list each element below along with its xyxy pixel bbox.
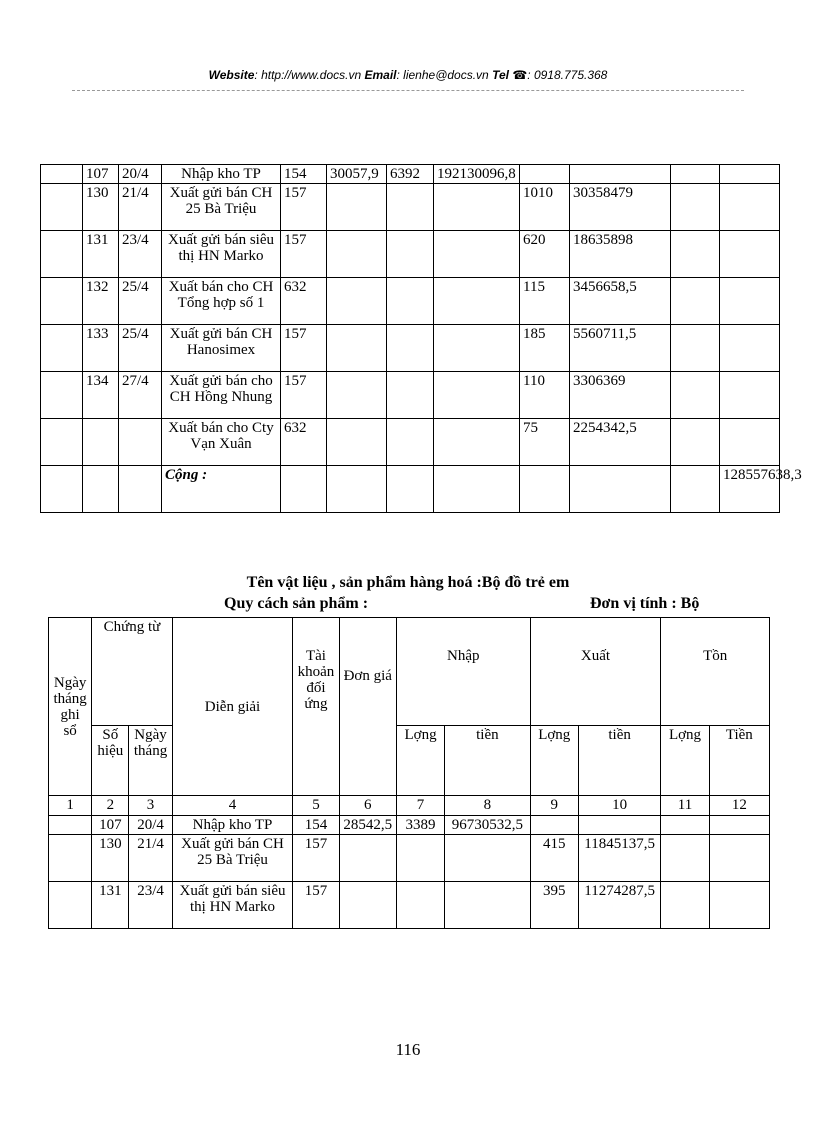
table-cell: 25/4	[119, 278, 162, 325]
table-cell: 115	[520, 278, 570, 325]
table-cell: 130	[92, 835, 129, 882]
table-cell	[720, 165, 780, 184]
total-label: Cộng :	[162, 466, 281, 513]
col-out-qty-header: Lợng	[530, 726, 578, 796]
table-cell: 620	[520, 231, 570, 278]
table-cell: Xuất gửi bán CH 25 Bà Triệu	[162, 184, 281, 231]
table-cell: 21/4	[129, 835, 172, 882]
col-in-amount-header: tiền	[445, 726, 530, 796]
table-cell: 395	[530, 882, 578, 929]
table-cell: 20/4	[129, 816, 172, 835]
table-cell	[387, 419, 434, 466]
table-cell: 132	[83, 278, 119, 325]
table-cell	[520, 165, 570, 184]
table-cell: Nhập kho TP	[162, 165, 281, 184]
table-cell	[41, 184, 83, 231]
table-row	[49, 816, 770, 835]
col-stock-amount-header: Tiền	[709, 726, 769, 796]
table-cell	[434, 231, 520, 278]
table-row	[41, 278, 780, 325]
table-cell	[49, 835, 92, 882]
table-cell: 110	[520, 372, 570, 419]
table-cell	[434, 466, 520, 513]
table-cell: Xuất gửi bán cho CH Hồng Nhung	[162, 372, 281, 419]
table-cell: 157	[293, 882, 339, 929]
column-number: 2	[92, 796, 129, 816]
table-cell: Xuất gửi bán siêu thị HN Marko	[172, 882, 293, 929]
page-header	[0, 68, 816, 82]
col-in-qty-header: Lợng	[396, 726, 444, 796]
table-cell: 1010	[520, 184, 570, 231]
col-stock-qty-header: Lợng	[661, 726, 709, 796]
table-row	[49, 835, 770, 882]
col-stock-header: Tồn	[661, 618, 770, 726]
table-row	[41, 231, 780, 278]
table-cell	[434, 372, 520, 419]
tel-value: : 0918.775.368	[527, 68, 608, 82]
table-cell	[530, 816, 578, 835]
table-cell	[520, 466, 570, 513]
table-cell	[119, 466, 162, 513]
col-out-amount-header: tiền	[578, 726, 660, 796]
table-cell	[339, 835, 396, 882]
column-number: 6	[339, 796, 396, 816]
column-number: 12	[709, 796, 769, 816]
table-cell: 185	[520, 325, 570, 372]
ledger-table-2	[48, 617, 770, 929]
header-row-1	[49, 618, 770, 726]
table-cell: 131	[92, 882, 129, 929]
table-cell: 157	[281, 325, 327, 372]
table-cell	[671, 372, 720, 419]
table-cell: 192130096,8	[434, 165, 520, 184]
table-cell: 133	[83, 325, 119, 372]
table-cell	[671, 278, 720, 325]
table-cell	[720, 184, 780, 231]
table-cell	[387, 184, 434, 231]
table-cell	[327, 372, 387, 419]
table-cell: 20/4	[119, 165, 162, 184]
table-cell: 28542,5	[339, 816, 396, 835]
unit-label: Đơn vị tính : Bộ	[590, 595, 700, 612]
header-divider	[72, 90, 744, 91]
table-cell: 11845137,5	[578, 835, 660, 882]
product-spec: Quy cách sản phẩm :	[224, 595, 369, 612]
table-cell	[570, 466, 671, 513]
table-cell: 30358479	[570, 184, 671, 231]
table-cell	[41, 165, 83, 184]
email-label: Email	[364, 68, 397, 82]
table-cell	[327, 278, 387, 325]
table-cell	[327, 325, 387, 372]
table-cell	[387, 231, 434, 278]
email-value: : lienhe@docs.vn	[396, 68, 489, 82]
table-cell	[445, 835, 530, 882]
table-cell	[41, 419, 83, 466]
table-cell	[41, 325, 83, 372]
table-cell	[720, 419, 780, 466]
table-cell: 30057,9	[327, 165, 387, 184]
table-cell	[327, 231, 387, 278]
table-cell	[327, 184, 387, 231]
website-value: : http://www.docs.vn	[254, 68, 362, 82]
table-cell	[387, 278, 434, 325]
table-cell	[671, 165, 720, 184]
table-cell	[281, 466, 327, 513]
table-cell: 154	[293, 816, 339, 835]
table-cell: Xuất bán cho Cty Vạn Xuân	[162, 419, 281, 466]
table-cell: 3389	[396, 816, 444, 835]
table-cell: 131	[83, 231, 119, 278]
table-cell: 3306369	[570, 372, 671, 419]
table-cell	[339, 882, 396, 929]
table-cell	[41, 372, 83, 419]
table-cell: 11274287,5	[578, 882, 660, 929]
table-cell	[434, 419, 520, 466]
page-number: 116	[395, 1040, 421, 1059]
table-cell: Xuất bán cho CH Tổng hợp số 1	[162, 278, 281, 325]
table-cell	[720, 372, 780, 419]
table-cell	[709, 882, 769, 929]
column-number: 1	[49, 796, 92, 816]
col-out-header: Xuất	[530, 618, 661, 726]
total-value: 128557638,3	[720, 466, 780, 513]
column-number: 4	[172, 796, 293, 816]
table-cell	[49, 816, 92, 835]
table-cell	[49, 882, 92, 929]
table-cell	[445, 882, 530, 929]
website-label: Website	[208, 68, 255, 82]
col-desc-header: Diễn giải	[172, 618, 293, 796]
table-cell	[671, 184, 720, 231]
column-number: 5	[293, 796, 339, 816]
table-cell	[434, 278, 520, 325]
table-row	[49, 882, 770, 929]
table-cell: 21/4	[119, 184, 162, 231]
table-cell	[83, 466, 119, 513]
table-row	[41, 165, 780, 184]
column-number: 3	[129, 796, 172, 816]
table-cell	[671, 231, 720, 278]
table-cell	[578, 816, 660, 835]
table-cell: 5560711,5	[570, 325, 671, 372]
table-cell	[709, 816, 769, 835]
table-cell	[661, 835, 709, 882]
table-cell	[434, 184, 520, 231]
table-cell: 3456658,5	[570, 278, 671, 325]
table-row	[41, 372, 780, 419]
table-cell	[434, 325, 520, 372]
table-cell	[41, 278, 83, 325]
table-cell	[41, 466, 83, 513]
tel-label: Tel	[492, 68, 509, 82]
table-cell	[387, 466, 434, 513]
table-cell: Nhập kho TP	[172, 816, 293, 835]
table-cell: 25/4	[119, 325, 162, 372]
col-voucher-header: Chứng từ	[92, 618, 172, 726]
column-number: 10	[578, 796, 660, 816]
table-cell: Xuất gửi bán CH Hanosimex	[162, 325, 281, 372]
table-cell	[671, 466, 720, 513]
table-cell	[387, 325, 434, 372]
table-cell: 18635898	[570, 231, 671, 278]
table-cell: 75	[520, 419, 570, 466]
table-cell	[570, 165, 671, 184]
table-cell: 632	[281, 419, 327, 466]
table-cell	[720, 278, 780, 325]
table-cell: 107	[83, 165, 119, 184]
phone-icon: ☎	[512, 68, 528, 82]
ledger-table-1	[40, 164, 802, 513]
column-number-row	[49, 796, 770, 816]
table-cell: Xuất gửi bán CH 25 Bà Triệu	[172, 835, 293, 882]
col-voucher-date-header: Ngày tháng	[129, 726, 172, 796]
table-cell: 96730532,5	[445, 816, 530, 835]
table-cell: 23/4	[119, 231, 162, 278]
table-cell: 157	[281, 372, 327, 419]
col-in-header: Nhập	[396, 618, 530, 726]
table-cell: 157	[281, 231, 327, 278]
table-cell: 157	[281, 184, 327, 231]
col-account-header: Tài khoản đối ứng	[293, 618, 339, 796]
table-cell	[720, 325, 780, 372]
table-cell	[327, 419, 387, 466]
table-cell	[661, 882, 709, 929]
table-cell: Xuất gửi bán siêu thị HN Marko	[162, 231, 281, 278]
table-cell: 23/4	[129, 882, 172, 929]
column-number: 9	[530, 796, 578, 816]
table-cell: 27/4	[119, 372, 162, 419]
table-cell: 107	[92, 816, 129, 835]
table-cell	[41, 231, 83, 278]
table-cell	[327, 466, 387, 513]
col-date-header: Ngày tháng ghi sổ	[49, 618, 92, 796]
table-cell: 154	[281, 165, 327, 184]
column-number: 11	[661, 796, 709, 816]
table-row	[41, 325, 780, 372]
table-cell: 6392	[387, 165, 434, 184]
table-row	[41, 419, 780, 466]
col-voucher-no-header: Số hiệu	[92, 726, 129, 796]
table-cell	[720, 231, 780, 278]
table-cell	[119, 419, 162, 466]
product-title: Tên vật liệu , sản phẩm hàng hoá :Bộ đồ trẻ em	[246, 574, 570, 591]
table-cell: 130	[83, 184, 119, 231]
header-row-2	[49, 726, 770, 796]
column-number: 8	[445, 796, 530, 816]
table-cell	[709, 835, 769, 882]
table-cell	[671, 419, 720, 466]
col-price-header: Đơn giá	[339, 618, 396, 796]
table-cell	[396, 835, 444, 882]
table-cell: 134	[83, 372, 119, 419]
table-cell: 157	[293, 835, 339, 882]
table-cell	[671, 325, 720, 372]
total-row	[41, 466, 780, 513]
table-cell: 632	[281, 278, 327, 325]
table-cell	[83, 419, 119, 466]
table-cell	[387, 372, 434, 419]
table-row	[41, 184, 780, 231]
table-cell: 2254342,5	[570, 419, 671, 466]
column-number: 7	[396, 796, 444, 816]
table-cell	[396, 882, 444, 929]
table-cell	[661, 816, 709, 835]
table-cell: 415	[530, 835, 578, 882]
